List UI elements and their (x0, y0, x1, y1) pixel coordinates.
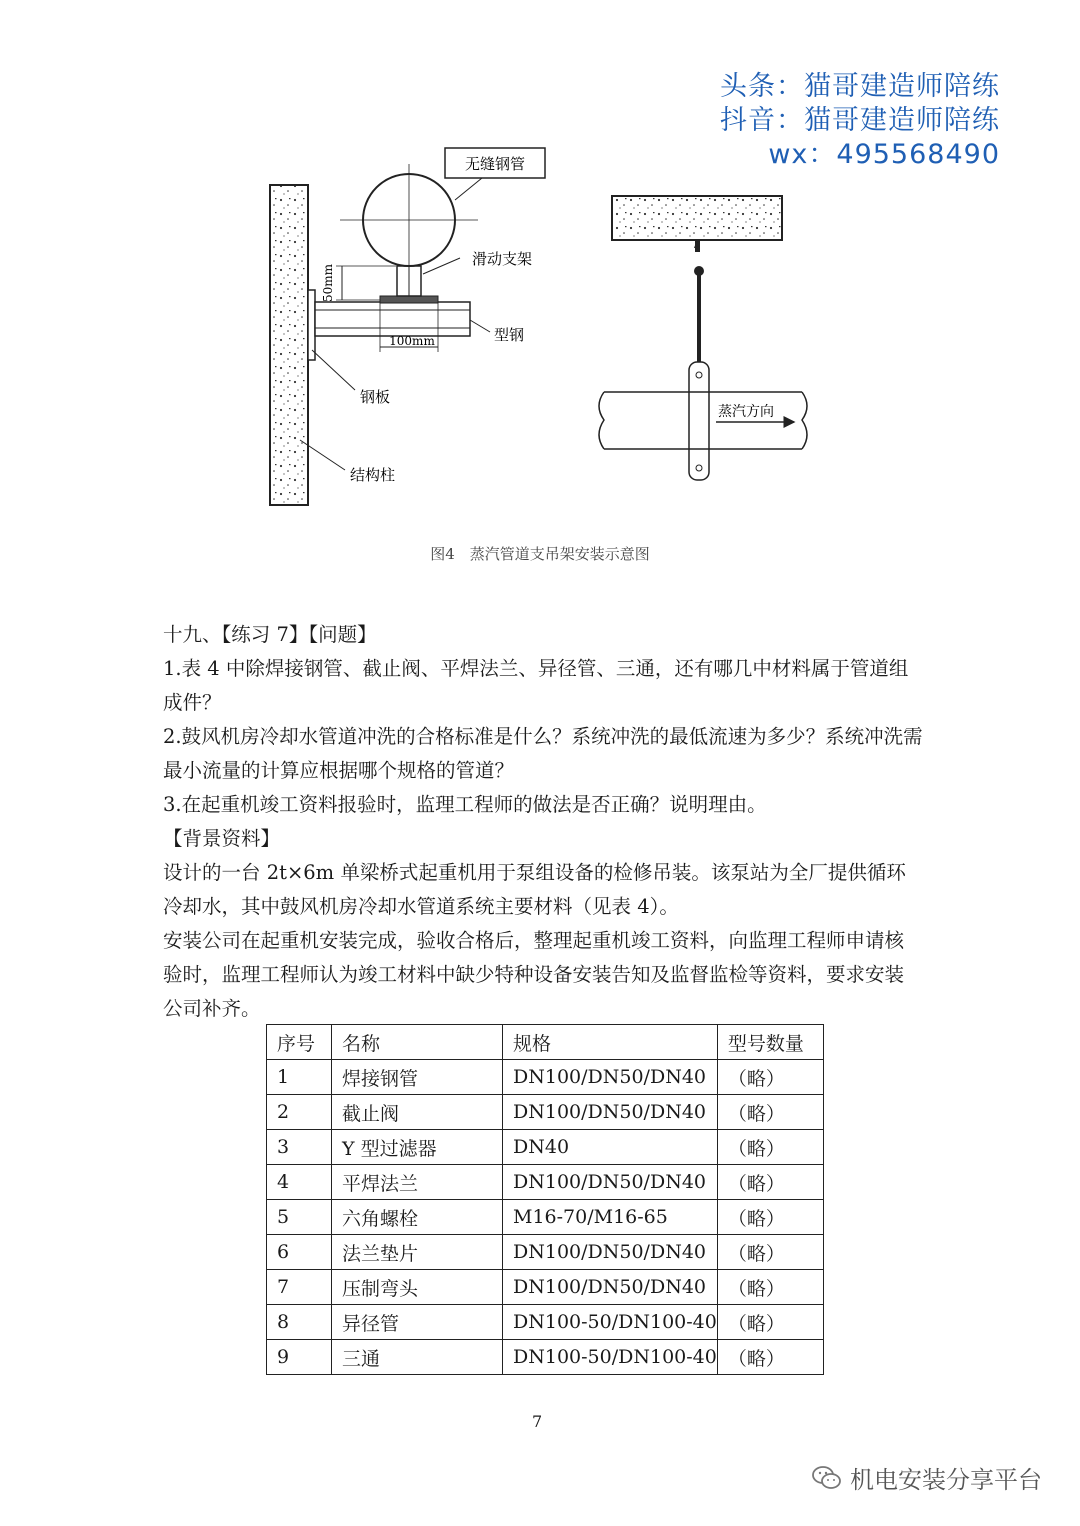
cell-spec: DN100/DN50/DN40 (503, 1270, 718, 1305)
header-seq: 序号 (267, 1025, 332, 1060)
cell-name: 法兰垫片 (332, 1235, 503, 1270)
footer-brand (812, 1460, 1042, 1495)
cell-qty: （略） (717, 1270, 823, 1305)
table-row (267, 1130, 824, 1165)
sliding-support-base (380, 296, 438, 303)
cell-spec: DN40 (503, 1130, 718, 1165)
question-1: 1.表 4 中除焊接钢管、截止阀、平焊法兰、异径管、三通，还有哪几中材料属于管道组成件？ (163, 657, 909, 714)
table-row (267, 1270, 824, 1305)
cell-qty: （略） (717, 1305, 823, 1340)
cell-seq: 5 (267, 1200, 332, 1235)
cell-seq: 4 (267, 1165, 332, 1200)
cell-seq: 8 (267, 1305, 332, 1340)
cell-name: Y 型过滤器 (332, 1130, 503, 1165)
table-row (267, 1340, 824, 1375)
section-heading: 十九、【练习 7】【问题】 (163, 623, 377, 646)
cell-seq: 1 (267, 1060, 332, 1095)
steel-plate-label: 钢板 (360, 388, 391, 406)
steam-direction-label: 蒸汽方向 (718, 404, 774, 420)
cell-name: 压制弯头 (332, 1270, 503, 1305)
table-row (267, 1235, 824, 1270)
cell-seq: 2 (267, 1095, 332, 1130)
cell-qty: （略） (717, 1165, 823, 1200)
cell-qty: （略） (717, 1130, 823, 1165)
cell-seq: 9 (267, 1340, 332, 1375)
figure-caption: 图4 蒸汽管道支吊架安装示意图 (430, 545, 650, 563)
watermark-wx: wx：495568490 (768, 139, 1000, 170)
cell-seq: 6 (267, 1235, 332, 1270)
cell-name: 三通 (332, 1340, 503, 1375)
table-row (267, 1060, 824, 1095)
footer-text: 机电安装分享平台 (850, 1466, 1042, 1494)
cell-spec: M16-70/M16-65 (503, 1200, 718, 1235)
table-row (267, 1165, 824, 1200)
header-name: 名称 (332, 1025, 503, 1060)
cell-spec: DN100/DN50/DN40 (503, 1235, 718, 1270)
structural-column-label: 结构柱 (350, 466, 396, 484)
cell-name: 截止阀 (332, 1095, 503, 1130)
cell-qty: （略） (717, 1235, 823, 1270)
cell-qty: （略） (717, 1340, 823, 1375)
cell-spec: DN100/DN50/DN40 (503, 1165, 718, 1200)
cell-name: 平焊法兰 (332, 1165, 503, 1200)
question-2: 2.鼓风机房冷却水管道冲洗的合格标准是什么？系统冲洗的最低流速为多少？系统冲洗需最小流量的计算应根据哪个规格的管道？ (163, 725, 923, 782)
question-3: 3.在起重机竣工资料报验时，监理工程师的做法是否正确？说明理由。 (163, 793, 767, 816)
structural-column (270, 185, 308, 505)
ceiling-slab (612, 196, 782, 240)
section-steel-label: 型钢 (494, 326, 525, 344)
cell-spec: DN100-50/DN100-40 (503, 1305, 718, 1340)
header-spec: 规格 (503, 1025, 718, 1060)
question-text (163, 618, 923, 1026)
page-number: 7 (532, 1412, 543, 1431)
cell-spec: DN100/DN50/DN40 (503, 1060, 718, 1095)
cell-spec: DN100-50/DN100-40 (503, 1340, 718, 1375)
watermark-douyin: 抖音：猫哥建造师陪练 (720, 105, 1000, 136)
cell-name: 六角螺栓 (332, 1200, 503, 1235)
wechat-icon (812, 1465, 842, 1491)
cell-seq: 3 (267, 1130, 332, 1165)
header-qty: 型号数量 (717, 1025, 823, 1060)
table-row (267, 1305, 824, 1340)
steel-plate (308, 290, 315, 360)
background-title: 【背景资料】 (163, 827, 281, 850)
background-paragraph-1: 设计的一台 2t×6m 单梁桥式起重机用于泵组设备的检修吊装。该泵站为全厂提供循环冷却水，其中鼓风机房冷却水管道系统主要材料（见表 4）。 (163, 861, 906, 918)
cell-qty: （略） (717, 1200, 823, 1235)
watermark-toutiao: 头条：猫哥建造师陪练 (720, 71, 1000, 102)
cell-name: 异径管 (332, 1305, 503, 1340)
table-row (267, 1095, 824, 1130)
pipe-clamp (689, 362, 709, 480)
materials-table (266, 1024, 824, 1375)
dim-50-label: 50mm (321, 263, 335, 303)
table-row (267, 1200, 824, 1235)
cell-spec: DN100/DN50/DN40 (503, 1095, 718, 1130)
seamless-pipe-label: 无缝钢管 (464, 155, 526, 173)
support-hanger-diagram (250, 140, 830, 520)
table-header-row (267, 1025, 824, 1060)
dim-100-label: 100mm (389, 334, 435, 348)
cell-qty: （略） (717, 1095, 823, 1130)
cell-name: 焊接钢管 (332, 1060, 503, 1095)
cell-seq: 7 (267, 1270, 332, 1305)
section-steel-beam (315, 302, 470, 336)
cell-qty: （略） (717, 1060, 823, 1095)
background-paragraph-2: 安装公司在起重机安装完成，验收合格后，整理起重机竣工资料，向监理工程师申请核验时，监理工程师认为竣工材料中缺少特种设备安装告知及监督监检等资料，要求安装公司补齐。 (163, 929, 905, 1020)
sliding-support-label: 滑动支架 (472, 250, 533, 268)
